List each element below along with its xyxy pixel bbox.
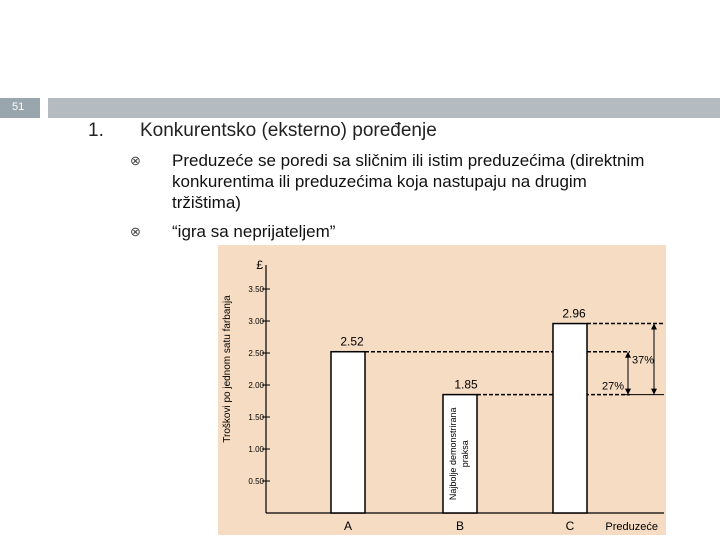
slide-number-box	[0, 98, 40, 118]
category-label-a: A	[343, 519, 353, 533]
y-tick-label: 2.00	[248, 381, 264, 390]
y-tick-label: 0.50	[248, 477, 264, 486]
chart-background	[218, 245, 666, 535]
circled-x-bullet-icon: ⊗	[130, 153, 141, 168]
y-tick-label: 3.00	[248, 317, 264, 326]
category-label-b: B	[455, 519, 465, 533]
gap-label-37: 37%	[631, 354, 654, 367]
chart-svg	[218, 245, 666, 535]
y-tick-label: 2.50	[248, 349, 264, 358]
bullet-2-line-1: “igra sa neprijateljem”	[172, 222, 336, 241]
bullet-1-line-2: konkurentima ili preduzećima koja nastupaju na drugim	[172, 172, 587, 191]
slide-title: Konkurentsko (eksterno) poređenje	[140, 120, 437, 141]
value-label-a: 2.52	[340, 334, 364, 349]
bullet-1-line-3: tržištima)	[172, 193, 241, 212]
value-label-c: 2.96	[562, 306, 586, 321]
bar-a	[331, 352, 365, 513]
y-axis-label: Troškovi po jednom satu farbanja	[222, 295, 233, 443]
best-practice-label-line-1: Najbolje demonstrirana	[448, 407, 458, 501]
circled-x-bullet-icon: ⊗	[130, 224, 141, 239]
heading-number: 1.	[88, 120, 104, 141]
bullet-1-line-1: Preduzeće se poredi sa sličnim ili istim preduzećima (direktnim	[172, 151, 645, 170]
x-axis-label: Preduzeće	[605, 521, 658, 533]
gap-label-27: 27%	[601, 380, 624, 393]
best-practice-label-line-2: praksa	[460, 440, 470, 468]
slide-number: 51	[12, 101, 25, 113]
header-divider	[48, 98, 720, 118]
bar-c	[553, 324, 587, 513]
y-unit-label: £	[256, 258, 263, 272]
bullet-text-2	[172, 221, 335, 242]
category-label-c: C	[565, 519, 575, 533]
chart	[218, 245, 666, 535]
y-tick-label: 3.50	[248, 285, 264, 294]
header-bar	[0, 98, 720, 118]
value-label-b: 1.85	[454, 377, 478, 392]
y-tick-label: 1.00	[248, 445, 264, 454]
bullet-text-1	[172, 150, 644, 213]
y-tick-label: 1.50	[248, 413, 264, 422]
